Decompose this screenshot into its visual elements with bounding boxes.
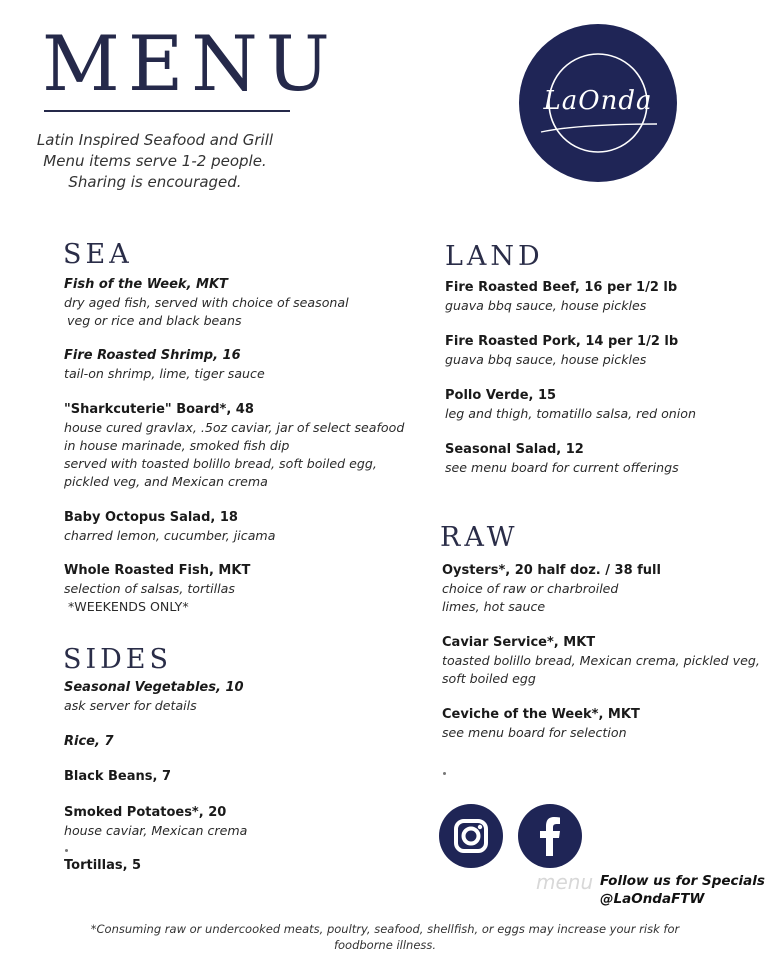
item-desc: veg or rice and black beans [67, 313, 242, 328]
section-heading-raw: RAW [440, 522, 519, 553]
menu-item [64, 509, 394, 545]
item-desc: selection of salsas, tortillas [64, 581, 235, 596]
item-desc: pickled veg, and Mexican crema [64, 474, 268, 489]
title-underline [44, 110, 290, 112]
item-desc: in house marinade, smoked fish dip [64, 438, 290, 453]
follow-text [600, 872, 765, 908]
tagline [30, 130, 280, 193]
section-heading-land: LAND [445, 241, 544, 272]
item-name: Caviar Service*, MKT [442, 635, 596, 650]
tagline-line: Menu items serve 1-2 people. [43, 152, 267, 170]
item-name: "Sharkcuterie" Board*, 48 [64, 402, 254, 417]
item-name: Pollo Verde, 15 [445, 388, 557, 403]
item-desc: leg and thigh, tomatillo salsa, red onion [445, 406, 696, 421]
item-desc: served with toasted bolillo bread, soft boiled egg, [64, 456, 377, 471]
menu-item [445, 333, 771, 369]
menu-item [64, 347, 394, 383]
menu-item [442, 706, 771, 742]
menu-item [64, 562, 394, 616]
item-note: *WEEKENDS ONLY* [68, 599, 189, 614]
item-desc: see menu board for current offerings [445, 460, 679, 475]
item-name: Whole Roasted Fish, MKT [64, 563, 251, 578]
menu-item [64, 276, 394, 330]
item-name: Fire Roasted Shrimp, 16 [64, 348, 241, 363]
item-desc: tail-on shrimp, lime, tiger sauce [64, 366, 265, 381]
logo-text: LaOnda [543, 86, 653, 116]
item-name: Fire Roasted Beef, 16 per 1/2 lb [445, 280, 678, 295]
menu-title: MENU [42, 19, 338, 108]
item-desc: house caviar, Mexican crema [64, 823, 248, 838]
tagline-line: Latin Inspired Seafood and Grill [36, 131, 274, 149]
menu-item [64, 857, 394, 875]
stray-dot [65, 849, 68, 852]
menu-item [442, 562, 771, 616]
item-desc: choice of raw or charbroiled [442, 581, 619, 596]
facebook-icon [518, 804, 582, 868]
disclaimer: *Consuming raw or undercooked meats, poultry, seafood, shellfish, or eggs may increase your risk for foodborne illness. [90, 922, 680, 952]
item-name: Seasonal Salad, 12 [445, 442, 584, 457]
instagram-icon [439, 804, 503, 868]
item-desc: house cured gravlax, .5oz caviar, jar of select seafood [64, 420, 405, 435]
item-name: Fish of the Week, MKT [64, 277, 228, 292]
instagram-button[interactable] [439, 804, 503, 868]
menu-item [64, 768, 394, 786]
item-desc: toasted bolillo bread, Mexican crema, pickled veg, [442, 653, 760, 668]
item-name: Oysters*, 20 half doz. / 38 full [442, 563, 661, 578]
item-desc: charred lemon, cucumber, jicama [64, 528, 276, 543]
item-desc: soft boiled egg [442, 671, 536, 686]
item-name: Smoked Potatoes*, 20 [64, 805, 227, 820]
item-name: Seasonal Vegetables, 10 [64, 680, 244, 695]
menu-item [64, 401, 405, 491]
menu-item [445, 441, 771, 477]
item-desc: dry aged fish, served with choice of seasonal [64, 295, 349, 310]
tagline-line: Sharing is encouraged. [68, 173, 242, 191]
menu-item [64, 804, 394, 840]
item-name: Black Beans, 7 [64, 769, 172, 784]
item-desc: guava bbq sauce, house pickles [445, 298, 647, 313]
menu-item [64, 733, 394, 751]
section-heading-sides: SIDES [63, 644, 173, 675]
item-name: Ceviche of the Week*, MKT [442, 707, 640, 722]
item-name: Baby Octopus Salad, 18 [64, 510, 238, 525]
menu-item [64, 679, 394, 715]
social-handle: @LaOndaFTW [600, 891, 705, 907]
item-desc: ask server for details [64, 698, 197, 713]
item-name: Fire Roasted Pork, 14 per 1/2 lb [445, 334, 679, 349]
item-desc: limes, hot sauce [442, 599, 546, 614]
menu-item [445, 387, 771, 423]
section-heading-sea: SEA [63, 239, 133, 270]
facebook-button[interactable] [518, 804, 582, 868]
item-desc: see menu board for selection [442, 725, 627, 740]
watermark: menu [536, 870, 594, 894]
stray-dot [443, 772, 446, 775]
menu-item [445, 279, 771, 315]
follow-line: Follow us for Specials [600, 873, 765, 889]
menu-item [442, 634, 771, 688]
item-name: Rice, 7 [64, 734, 114, 749]
item-desc: guava bbq sauce, house pickles [445, 352, 647, 367]
laonda-logo [519, 24, 677, 182]
item-name: Tortillas, 5 [64, 858, 142, 873]
